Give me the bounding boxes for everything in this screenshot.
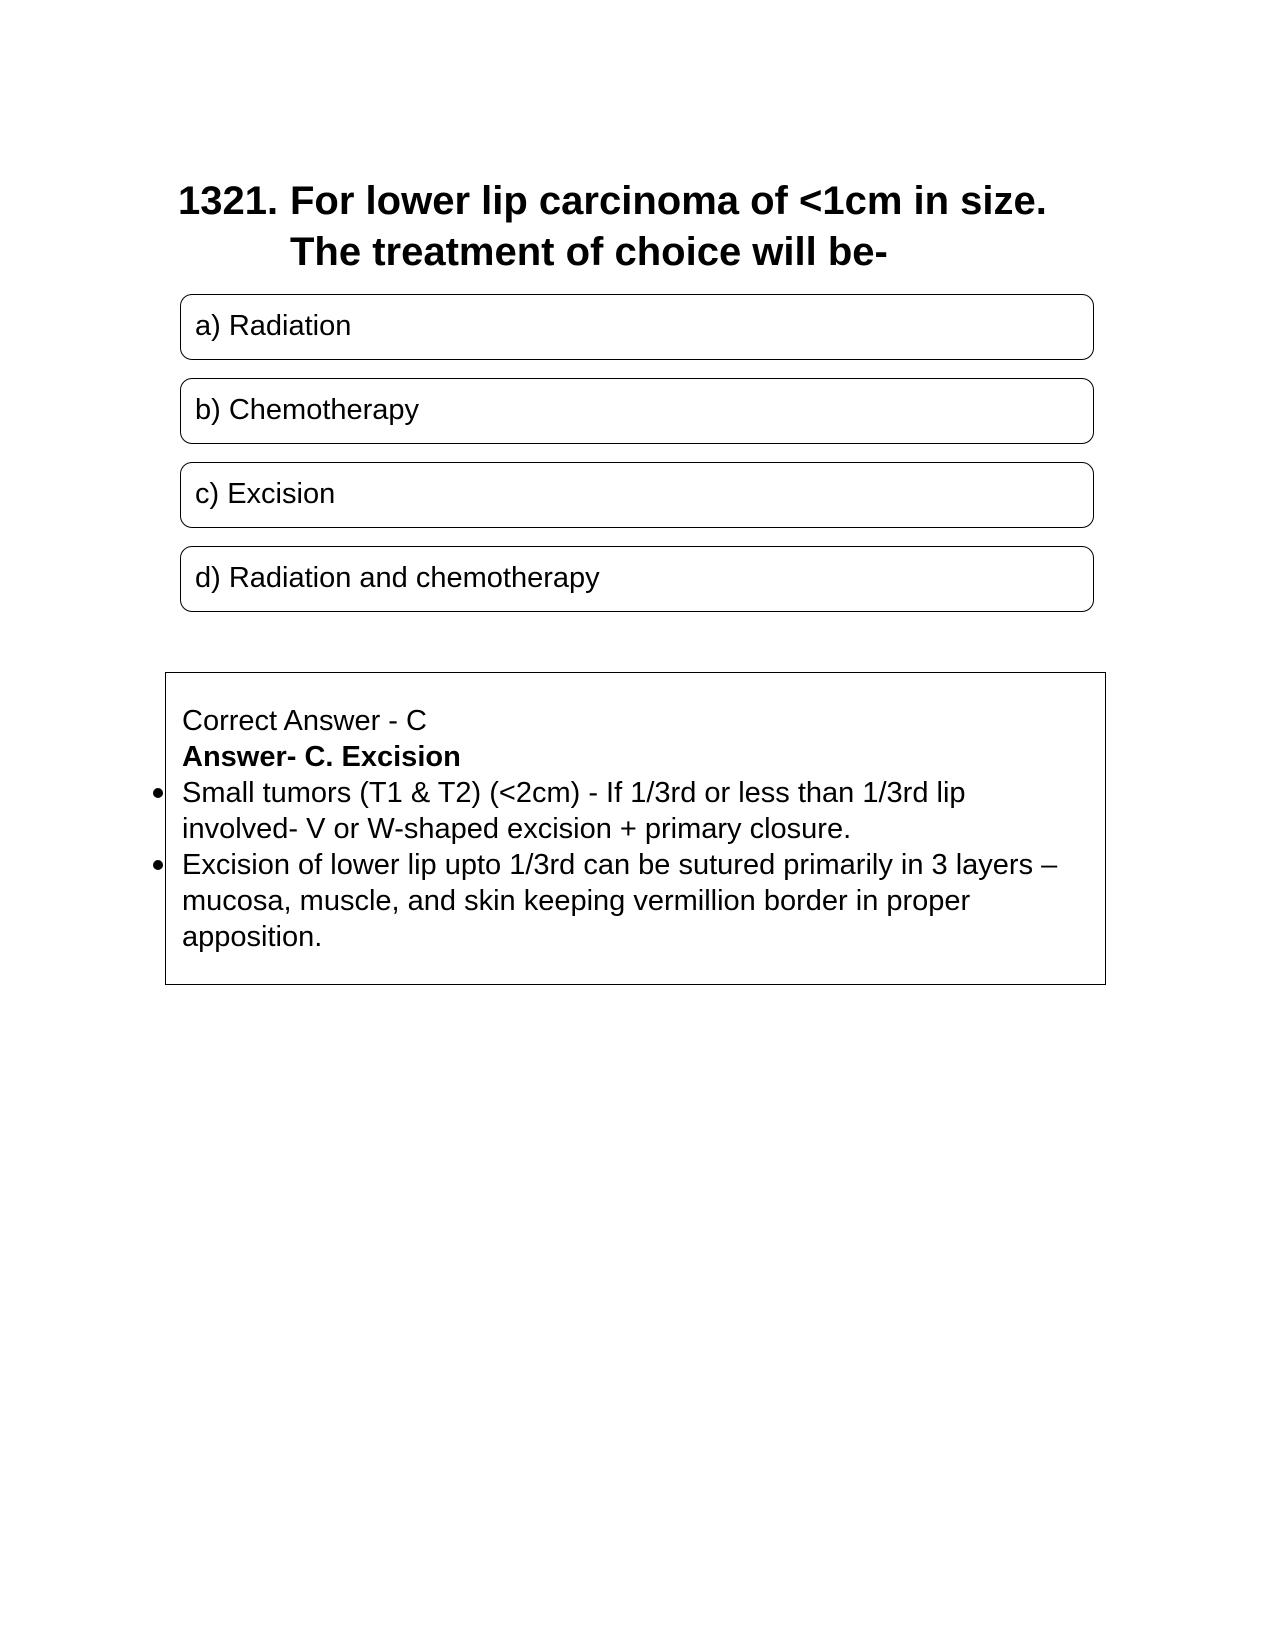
bullet-icon [153,860,163,870]
option-b[interactable]: b) Chemotherapy [180,378,1094,444]
question-text-line-2: The treatment of choice will be- [290,230,888,274]
question-heading [178,176,1098,278]
correct-answer-line: Correct Answer - C [182,705,427,737]
bullet-text: Excision of lower lip upto 1/3rd can be sutured primarily in 3 layers – mucosa, muscle, and skin keeping vermillion border in proper apposition. [182,849,1058,953]
bullet-icon [153,788,163,798]
bullet-text: Small tumors (T1 & T2) (<2cm) - If 1/3rd or less than 1/3rd lip involved- V or W-shaped excision + primary closure. [182,777,966,845]
question-number: 1321. [178,179,279,223]
option-d[interactable]: d) Radiation and chemotherapy [180,546,1094,612]
option-a[interactable]: a) Radiation [180,294,1094,360]
answer-explanation-box [165,672,1106,985]
question-text-line-1: For lower lip carcinoma of <1cm in size. [290,179,1047,223]
list-item [182,775,1089,847]
list-item [182,847,1089,955]
option-c[interactable]: c) Excision [180,462,1094,528]
answer-heading: Answer- C. Excision [182,741,461,773]
explanation-bullets [182,775,1089,955]
question-text [290,176,1098,278]
